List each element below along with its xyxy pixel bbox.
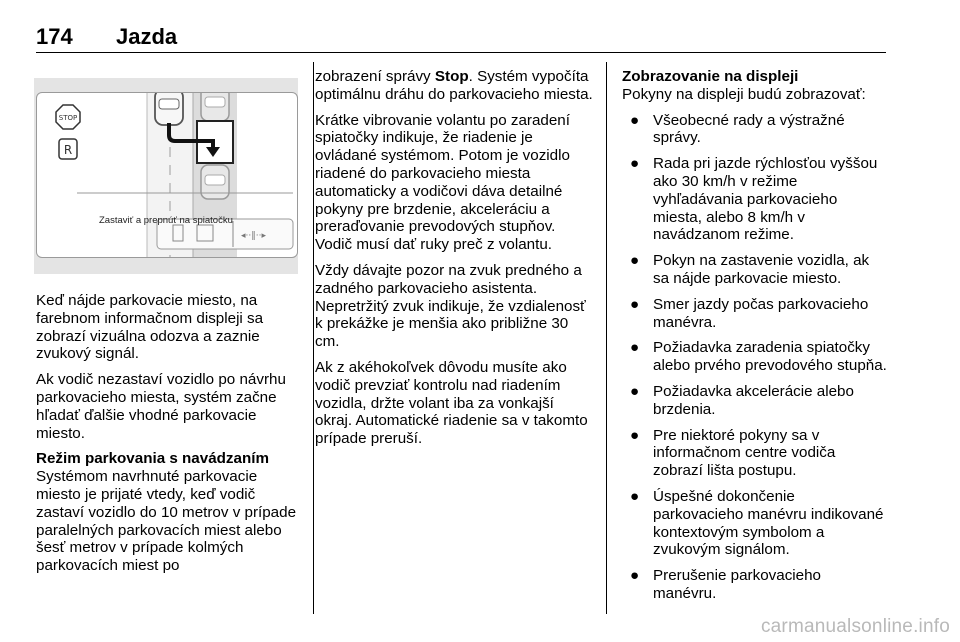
bullet-icon: ● [630,295,640,313]
list-item [622,383,888,419]
stop-sign-icon [56,105,80,129]
list-item-text: Požiadavka akcelerácie alebo brzdenia. [653,382,854,418]
page-header [36,24,886,52]
bullet-icon: ● [630,487,640,505]
list-item [622,567,888,603]
header-rule [36,52,886,53]
paragraph: Ak vodič nezastaví vozidlo po návrhu parkovacieho miesta, systém začne hľadať ďalšie vhodné parkovacie miesto. [36,371,286,442]
column-divider-2 [606,62,607,614]
page-number: 174 [36,24,73,49]
stop-message-label: Stop [434,68,469,85]
list-item-text: Smer jazdy počas parkovacieho manévra. [653,295,869,331]
bullet-icon: ● [630,252,640,270]
paragraph: Systémom navrhnuté parkovacie miesto je prijaté vtedy, keď vodič zastaví vozidlo do 10 metrov v prípade paralelných parkovacích miest alebo šesť metrov v prípade kolmých parkovacích miest po [36,468,297,575]
bullet-list [622,112,888,603]
car-icon [155,93,183,125]
list-item [622,427,888,480]
display-figure [34,78,298,274]
bullet-icon: ● [630,339,640,357]
column-2 [315,68,593,456]
list-item [622,155,888,244]
list-item [622,112,888,148]
column-1 [36,292,298,583]
subheading: Režim parkovania s navádzaním [36,450,269,468]
list-item [622,339,888,375]
paragraph: Vždy dávajte pozor na zvuk predného a zadného parkovacieho asistenta. Nepretržitý zvuk indikuje, že vzdialenosť k prekážke je menšia ako približne 30 cm. [315,261,586,351]
paragraph: Krátke vibrovanie volantu po zaradení spiatočky indikuje, že riadenie je ovládané systémom. Potom je vozidlo riadené do parkovacieho miesta automaticky a vodičovi dáva detailné pokyny pre brzdenie, akceleráciu a preraďovanie prevodových stupňov. Vodič musí dať ruky preč z volantu. [315,111,570,254]
column-divider-1 [313,62,314,614]
list-item-text: Rada pri jazde rýchlosťou vyššou ako 30 km/h v režime vyhľadávania parkovacieho miesta, alebo 8 km/h v navádzanom režime. [653,155,878,244]
parked-car-icon [201,93,229,121]
subheading: Zobrazovanie na displeji [622,68,799,85]
bullet-icon: ● [630,567,640,585]
bullet-icon: ● [630,111,640,129]
paragraph: Ak z akéhokoľvek dôvodu musíte ako vodič prevziať kontrolu nad riadením vozidla, držte volant iba za vonkajší okraj. Automatické riadenie sa v takomto prípade preruší. [315,358,588,448]
column-3 [622,68,888,611]
list-item-text: Pre niektoré pokyny sa v informačnom centre vodiča zobrazí lišta postupu. [653,426,836,480]
list-item [622,488,888,559]
list-item [622,296,888,332]
section-title: Jazda [116,24,178,49]
list-item-text: Požiadavka zaradenia spiatočky alebo prvého prevodového stupňa. [653,339,887,375]
bullet-icon: ● [630,382,640,400]
list-item [622,252,888,288]
bullet-icon: ● [630,155,640,173]
paragraph: Keď nájde parkovacie miesto, na farebnom informačnom displeji sa zobrazí vizuálna odozva a zaznie zvukový signál. [36,292,264,363]
svg-text:◂··‖··▸: ◂··‖··▸ [241,231,266,241]
paragraph: zobrazení správy Stop. Systém vypočíta optimálnu dráhu do parkovacieho miesta. [315,68,593,103]
parked-car-icon [201,165,229,199]
list-item-text: Prerušenie parkovacieho manévru. [653,567,822,602]
bullet-icon: ● [630,426,640,444]
list-item-text: Pokyn na zastavenie vozidla, ak sa nájde parkovacie miesto. [653,252,870,287]
gear-label: R [63,143,73,157]
figure-caption: Zastaviť a prepnúť na spiatočku [99,215,233,226]
watermark: carmanualsonline.info [760,616,950,637]
parking-illustration [37,93,297,257]
list-item-text: Všeobecné rady a výstražné správy. [653,111,845,147]
display-screen [36,92,298,258]
list-item-text: Úspešné dokončenie parkovacieho manévru indikované kontextovým symbolom a zvukovým signálom. [653,487,884,559]
intro-text: Pokyny na displeji budú zobrazovať: [622,85,866,103]
stop-sign-label: STOP [58,114,78,122]
reverse-gear-icon [59,139,77,159]
